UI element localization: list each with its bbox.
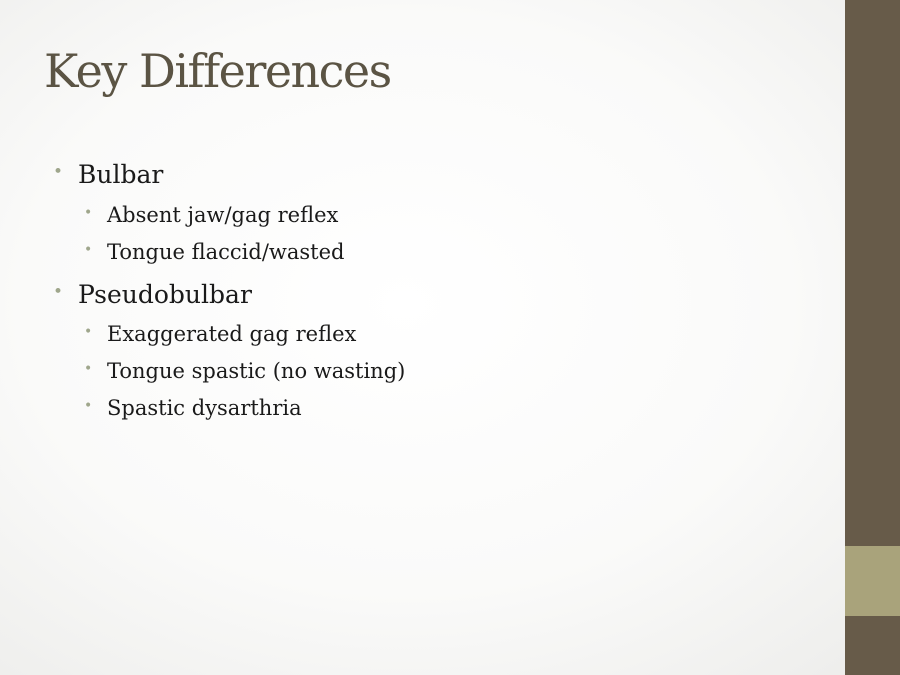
sub-bullet-item <box>84 240 345 264</box>
bullet-text: Bulbar <box>78 160 164 189</box>
sub-bullet-dot: • <box>84 242 93 258</box>
sub-bullet-text: Exaggerated gag reflex <box>107 322 357 346</box>
sub-bullet-text: Tongue spastic (no wasting) <box>107 359 406 383</box>
bullet-dot: • <box>53 162 64 182</box>
sub-bullet-item <box>84 396 302 420</box>
sub-bullet-dot: • <box>84 398 93 414</box>
side-bar-accent <box>845 546 900 616</box>
sub-bullet-item <box>84 359 406 383</box>
sub-bullet-text: Spastic dysarthria <box>107 396 302 420</box>
sub-bullet-dot: • <box>84 361 93 377</box>
sub-bullet-dot: • <box>84 205 93 221</box>
sub-bullet-item <box>84 203 339 227</box>
sub-bullet-item <box>84 322 357 346</box>
bullet-text: Pseudobulbar <box>78 280 252 309</box>
sub-bullet-text: Tongue flaccid/wasted <box>107 240 345 264</box>
sub-bullet-text: Absent jaw/gag reflex <box>107 203 339 227</box>
bullet-dot: • <box>53 282 64 302</box>
sub-bullet-dot: • <box>84 324 93 340</box>
bullet-item-bulbar <box>53 160 164 189</box>
bullet-item-pseudobulbar <box>53 280 252 309</box>
slide-title: Key Differences <box>44 44 391 98</box>
